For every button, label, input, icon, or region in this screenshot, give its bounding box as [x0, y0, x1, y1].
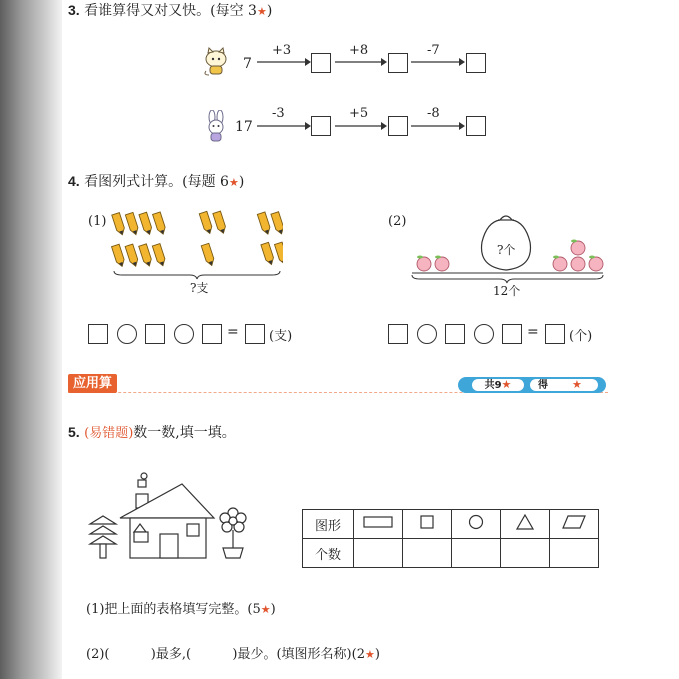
- eq1-unit: (支): [269, 329, 293, 344]
- rectangle-shape-icon: [354, 510, 403, 539]
- q4-instruction: 看图列式计算。(每题 6: [84, 174, 229, 190]
- star-icon: ★: [260, 603, 271, 616]
- q5-sub1: (1)把上面的表格填写完整。(5★): [86, 602, 276, 617]
- score-total: 共9★: [472, 379, 524, 391]
- eq1-equals: =: [227, 324, 239, 340]
- score-get[interactable]: 得 ★: [530, 379, 598, 391]
- q3-row1-start: 7: [243, 56, 252, 72]
- q3-row1-answer3[interactable]: [466, 53, 486, 73]
- circle-shape-icon: [452, 510, 501, 539]
- star-icon: ★: [364, 648, 375, 661]
- eq2-operator2[interactable]: [474, 324, 494, 344]
- eq1-box2[interactable]: [145, 324, 165, 344]
- eq1-operator2[interactable]: [174, 324, 194, 344]
- star-icon: ★: [256, 5, 267, 18]
- q5-title: [68, 422, 236, 442]
- q3-row1-arrows: [255, 55, 490, 69]
- eq2-box2[interactable]: [445, 324, 465, 344]
- table-row: [303, 539, 599, 568]
- q4-part1-label: (1): [88, 214, 107, 229]
- star-icon: ★: [501, 378, 512, 391]
- count-cell-triangle[interactable]: [501, 539, 550, 568]
- eq2-equals: =: [527, 324, 539, 340]
- q5-instruction: 数一数,填一填。: [133, 425, 236, 441]
- table-row: [303, 510, 599, 539]
- triangle-shape-icon: [501, 510, 550, 539]
- count-cell-square[interactable]: [403, 539, 452, 568]
- eq1-result[interactable]: [245, 324, 265, 344]
- house-figure: [86, 472, 256, 564]
- q3-row2-op1: -3: [272, 106, 285, 121]
- eq2-result[interactable]: [545, 324, 565, 344]
- count-cell-parallelogram[interactable]: [550, 539, 599, 568]
- parallelogram-shape-icon: [550, 510, 599, 539]
- q3-row1-op3: -7: [427, 43, 440, 58]
- q3-row2-op2: +5: [349, 106, 369, 121]
- book-spine-shadow: [0, 0, 62, 679]
- star-icon: ★: [228, 176, 239, 189]
- q3-row2-answer3[interactable]: [466, 116, 486, 136]
- part1-total-label: ?支: [190, 281, 209, 295]
- eq2-unit: (个): [569, 329, 593, 344]
- q3-instruction: 看谁算得又对又快。(每空 3: [84, 3, 257, 19]
- count-cell-circle[interactable]: [452, 539, 501, 568]
- cat-icon: [200, 47, 232, 77]
- square-shape-icon: [403, 510, 452, 539]
- q3-row1-op2: +8: [349, 43, 369, 58]
- q3-row2-start: 17: [235, 119, 253, 135]
- eq1-box3[interactable]: [202, 324, 222, 344]
- q3-row1-op1: +3: [272, 43, 292, 58]
- score-bar: [458, 377, 606, 393]
- q3-row2-answer2[interactable]: [388, 116, 408, 136]
- eq2-operator1[interactable]: [417, 324, 437, 344]
- q5-number: 5.: [68, 424, 80, 440]
- q5-error-prone-tag: (易错题): [84, 426, 134, 441]
- pencils-illustration: [108, 210, 283, 278]
- table-header-count: 个数: [303, 539, 354, 568]
- q5-sub2: (2)( )最多,( )最少。(填图形名称)(2★): [86, 647, 380, 662]
- q4-part2-label: (2): [388, 214, 407, 229]
- eq2-box1[interactable]: [388, 324, 408, 344]
- q3-row2-answer1[interactable]: [311, 116, 331, 136]
- table-header-shape: 图形: [303, 510, 354, 539]
- eq2-box3[interactable]: [502, 324, 522, 344]
- q3-row2-op3: -8: [427, 106, 440, 121]
- count-cell-rectangle[interactable]: [354, 539, 403, 568]
- q4-number: 4.: [68, 173, 80, 189]
- eq1-box1[interactable]: [88, 324, 108, 344]
- q3-row2-arrows: [255, 119, 490, 133]
- q4-title: 4. 看图列式计算。(每题 6★): [68, 173, 245, 190]
- section-title-badge: 应用算: [68, 374, 117, 393]
- part2-total-label: 12个: [493, 284, 521, 298]
- rabbit-icon: [200, 110, 232, 142]
- shape-count-table: [302, 509, 599, 568]
- q3-number: 3.: [68, 2, 80, 18]
- q3-row1-answer2[interactable]: [388, 53, 408, 73]
- q3-row1-answer1[interactable]: [311, 53, 331, 73]
- eq1-operator1[interactable]: [117, 324, 137, 344]
- q3-title: 3. 看谁算得又对又快。(每空 3★): [68, 2, 273, 19]
- bag-unknown-label: ?个: [497, 243, 516, 257]
- star-icon: ★: [572, 378, 582, 391]
